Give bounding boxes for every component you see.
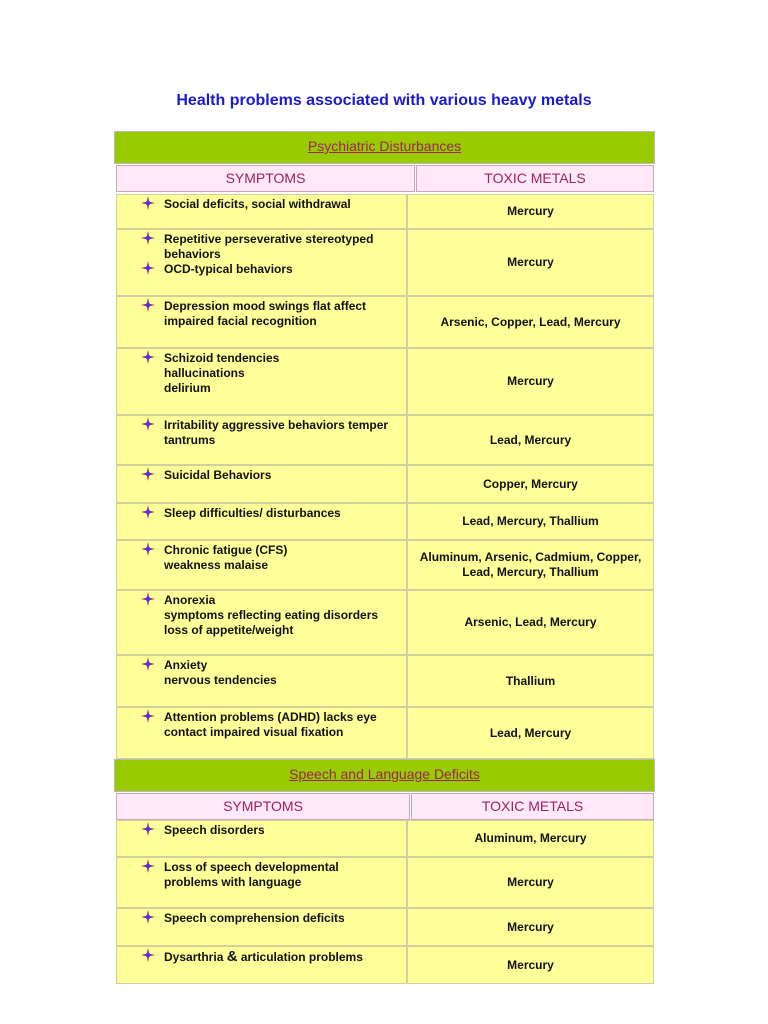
bullet-icon bbox=[141, 298, 155, 312]
symptom-text: Chronic fatigue (CFS) bbox=[164, 543, 288, 557]
section-heading-text: Speech and Language Deficits bbox=[289, 766, 480, 782]
column-header-toxic-metals: TOXIC METALS bbox=[416, 165, 654, 192]
bullet-icon bbox=[141, 505, 155, 519]
symptom-text: Anxiety bbox=[164, 658, 208, 672]
symptom-cell bbox=[116, 707, 407, 759]
column-header-toxic-metals: TOXIC METALS bbox=[411, 793, 654, 820]
bullet-icon bbox=[141, 231, 155, 245]
symptom-cell bbox=[116, 590, 407, 655]
toxic-metals-cell: Mercury bbox=[407, 194, 654, 229]
bullet-icon bbox=[141, 467, 155, 481]
bullet-icon bbox=[141, 948, 155, 962]
symptom-cell bbox=[116, 296, 407, 348]
symptom-text: contact impaired visual fixation bbox=[164, 725, 344, 739]
symptom-cell bbox=[116, 820, 407, 857]
bullet-icon bbox=[141, 592, 155, 606]
toxic-metals-cell: Mercury bbox=[407, 857, 654, 908]
symptom-text: Schizoid tendencies bbox=[164, 351, 280, 365]
bullet-icon bbox=[141, 417, 155, 431]
symptom-text: behaviors bbox=[164, 247, 221, 261]
toxic-metals-cell: Mercury bbox=[407, 229, 654, 296]
symptom-text: delirium bbox=[164, 381, 211, 395]
bullet-icon bbox=[141, 350, 155, 364]
symptom-cell bbox=[116, 503, 407, 540]
symptom-text: Irritability aggressive behaviors temper bbox=[164, 418, 389, 432]
page-title: Health problems associated with various heavy metals bbox=[176, 92, 592, 109]
symptom-text: impaired facial recognition bbox=[164, 314, 317, 328]
bullet-icon bbox=[141, 542, 155, 556]
toxic-metals-cell: Aluminum, Mercury bbox=[407, 820, 654, 857]
symptom-text: Attention problems (ADHD) lacks eye bbox=[164, 710, 377, 724]
symptom-text: nervous tendencies bbox=[164, 673, 277, 687]
section-heading bbox=[114, 759, 655, 792]
bullet-icon bbox=[141, 910, 155, 924]
symptom-cell bbox=[116, 655, 407, 707]
toxic-metals-cell: Lead, Mercury bbox=[407, 707, 654, 759]
symptom-text: Social deficits, social withdrawal bbox=[164, 197, 351, 211]
section-heading-text: Psychiatric Disturbances bbox=[307, 138, 462, 154]
bullet-icon bbox=[141, 822, 155, 836]
toxic-metals-cell: Mercury bbox=[407, 908, 654, 946]
section-heading bbox=[114, 131, 655, 164]
symptom-cell bbox=[116, 348, 407, 415]
symptom-text: OCD-typical behaviors bbox=[164, 262, 293, 276]
toxic-metals-cell: Lead, Mercury, Thallium bbox=[407, 503, 654, 540]
symptom-text: Speech comprehension deficits bbox=[164, 911, 345, 925]
symptom-text: Suicidal Behaviors bbox=[164, 468, 272, 482]
column-header-symptoms: SYMPTOMS bbox=[116, 793, 410, 820]
toxic-metals-cell: Copper, Mercury bbox=[407, 465, 654, 503]
toxic-metals-cell: Arsenic, Lead, Mercury bbox=[407, 590, 654, 655]
symptom-text: Anorexia bbox=[164, 593, 216, 607]
toxic-metals-cell: Arsenic, Copper, Lead, Mercury bbox=[407, 296, 654, 348]
symptom-cell bbox=[116, 415, 407, 465]
toxic-metals-cell: Lead, Mercury bbox=[407, 415, 654, 465]
symptom-cell bbox=[116, 465, 407, 503]
symptom-text: tantrums bbox=[164, 433, 216, 447]
toxic-metals-cell: Mercury bbox=[407, 348, 654, 415]
toxic-metals-cell: Aluminum, Arsenic, Cadmium, Copper, Lead, Mercury, Thallium bbox=[407, 540, 654, 590]
symptom-text: problems with language bbox=[164, 875, 302, 889]
symptom-cell bbox=[116, 946, 407, 984]
symptom-cell bbox=[116, 540, 407, 590]
symptom-cell bbox=[116, 857, 407, 908]
toxic-metals-cell: Mercury bbox=[407, 946, 654, 984]
symptom-text: symptoms reflecting eating disorders bbox=[164, 608, 379, 622]
symptom-text: hallucinations bbox=[164, 366, 245, 380]
symptom-cell bbox=[116, 908, 407, 946]
symptom-text: loss of appetite/weight bbox=[164, 623, 294, 637]
symptom-cell bbox=[116, 194, 407, 229]
bullet-icon bbox=[141, 261, 155, 275]
symptom-text: Loss of speech developmental bbox=[164, 860, 339, 874]
symptom-text: Repetitive perseverative stereotyped bbox=[164, 232, 374, 246]
toxic-metals-cell: Thallium bbox=[407, 655, 654, 707]
bullet-icon bbox=[141, 196, 155, 210]
symptom-text: weakness malaise bbox=[164, 558, 269, 572]
bullet-icon bbox=[141, 709, 155, 723]
symptom-text: Sleep difficulties/ disturbances bbox=[164, 506, 341, 520]
symptom-text: Dysarthria & articulation problems bbox=[164, 948, 363, 965]
symptom-cell bbox=[116, 229, 407, 296]
column-header-symptoms: SYMPTOMS bbox=[116, 165, 415, 192]
bullet-icon bbox=[141, 859, 155, 873]
symptom-text: Speech disorders bbox=[164, 823, 265, 837]
bullet-icon bbox=[141, 657, 155, 671]
symptom-text: Depression mood swings flat affect bbox=[164, 299, 367, 313]
